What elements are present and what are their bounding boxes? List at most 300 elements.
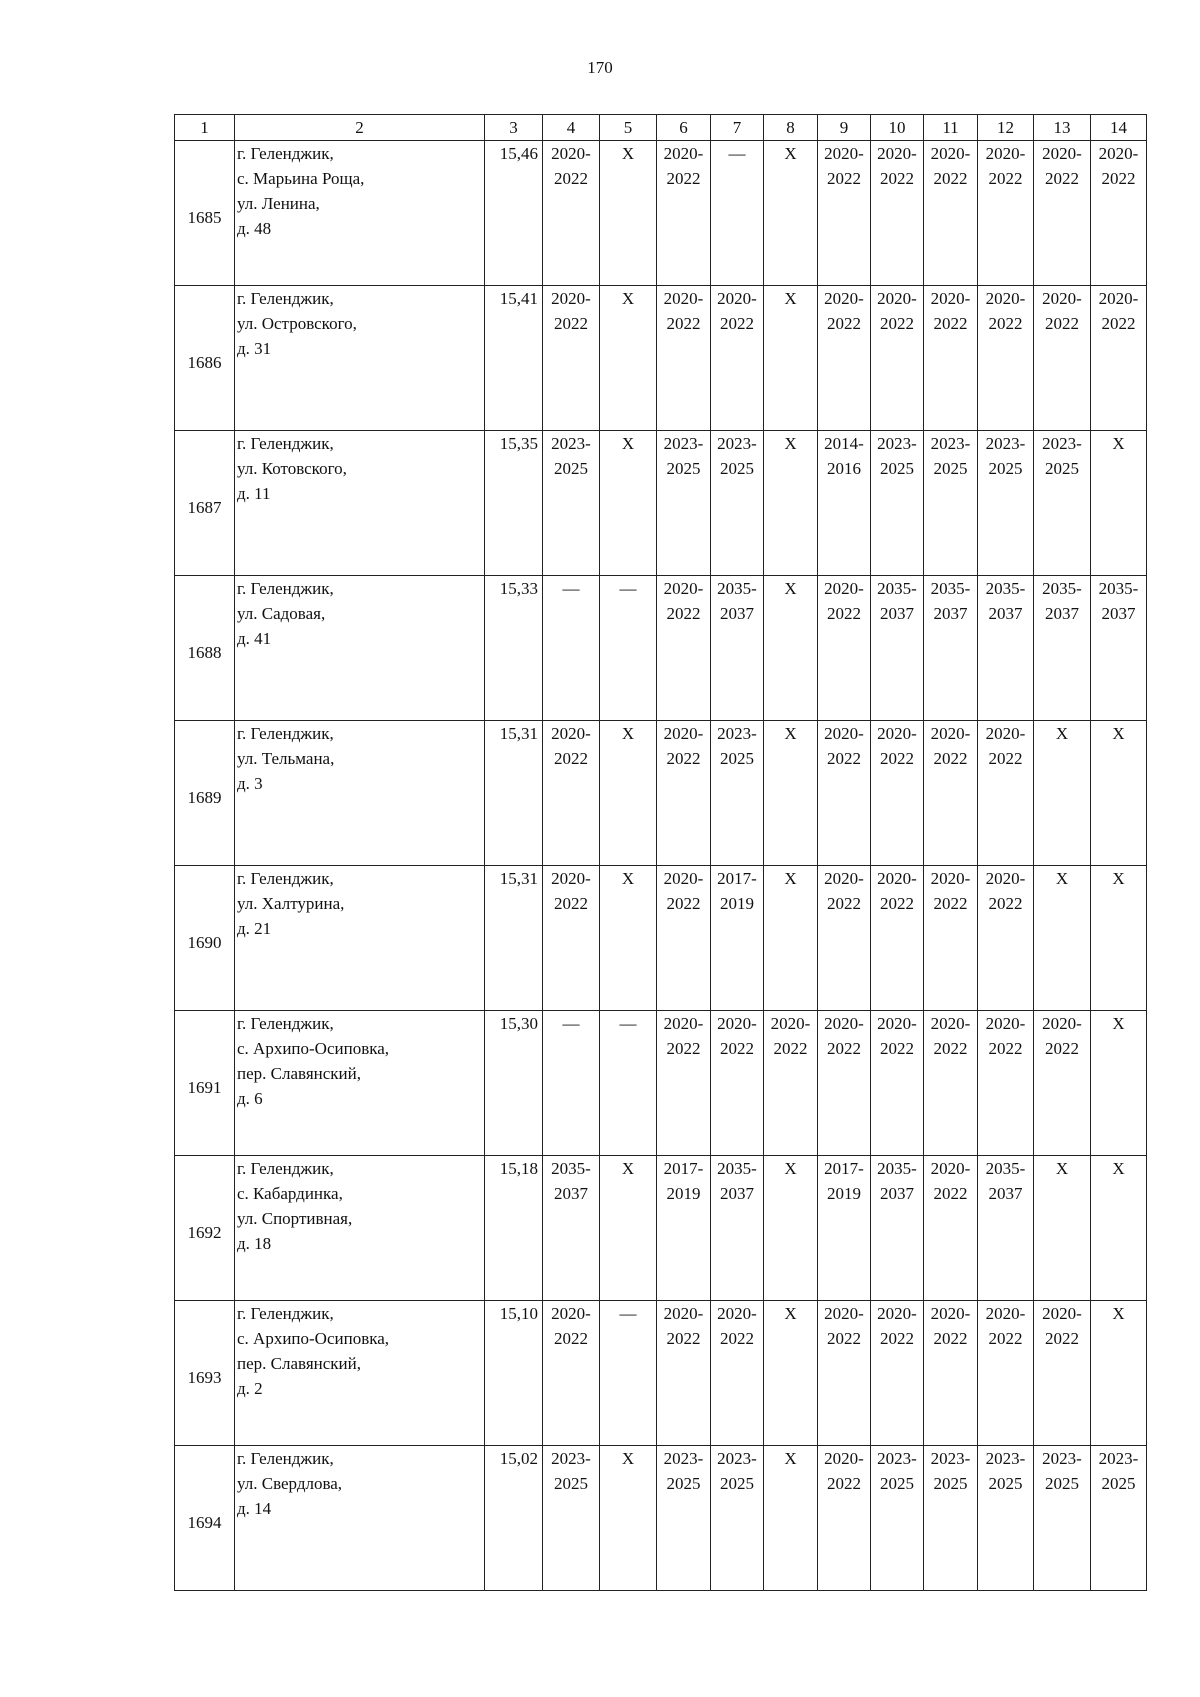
period-cell [818,576,871,721]
period-text: 2022 [933,1329,968,1348]
period-cell [711,1011,764,1156]
period-text: X [1112,869,1125,888]
period-cell [543,141,600,286]
period-text: X [1055,724,1069,743]
period-cell [711,721,764,866]
period-text: 2025 [880,459,914,478]
period-text: 2023- [717,434,757,453]
period-text: 2020- [663,1304,704,1323]
period-text: 2020- [551,1304,591,1323]
column-header: 8 [764,115,818,141]
period-text: 2025 [666,459,701,478]
period-cell [871,721,924,866]
period-text: 2023- [930,434,971,453]
period-cell [764,576,818,721]
table-row [175,431,1147,576]
table-row [175,1446,1147,1591]
period-text: X [784,1159,797,1178]
address-line: г. Геленджик, [237,144,334,163]
period-cell [657,721,711,866]
column-header: 14 [1091,115,1147,141]
period-text: X [1055,869,1069,888]
value-cell: 15,02 [485,1446,543,1591]
period-cell [924,1446,978,1591]
table-row [175,286,1147,431]
period-cell [871,286,924,431]
period-text: 2025 [666,1474,701,1493]
period-text: X [1112,1304,1125,1323]
period-text: 2020- [985,1304,1026,1323]
period-text: 2022 [1045,1039,1079,1058]
period-cell [543,1011,600,1156]
period-text: X [1112,434,1125,453]
period-text: 2020- [824,869,864,888]
row-number: 1685 [175,141,235,286]
address-cell [235,286,485,431]
period-text: 2025 [554,459,588,478]
period-text: 2037 [720,1184,754,1203]
row-number: 1692 [175,1156,235,1301]
period-text: 2023- [717,724,757,743]
address-line: г. Геленджик, [237,1159,334,1178]
period-text: 2022 [880,1039,914,1058]
period-text: 2037 [554,1184,588,1203]
period-text: — [619,1304,637,1323]
period-cell [764,1446,818,1591]
period-cell [924,141,978,286]
period-text: 2022 [666,1039,701,1058]
period-text: 2022 [1045,169,1079,188]
period-cell [871,1446,924,1591]
period-text: 2022 [666,749,701,768]
period-cell [1034,1011,1091,1156]
period-cell [657,1156,711,1301]
column-header: 2 [235,115,485,141]
table-row [175,1301,1147,1446]
registry-table [174,114,1147,1591]
value-cell: 15,33 [485,576,543,721]
period-cell [657,866,711,1011]
period-text: 2020- [1042,1014,1082,1033]
column-header: 3 [485,115,543,141]
period-text: 2022 [554,169,588,188]
period-cell [978,1446,1034,1591]
address-cell [235,1011,485,1156]
period-cell [924,431,978,576]
period-cell [600,1301,657,1446]
period-text: 2020- [1098,289,1139,308]
column-header: 7 [711,115,764,141]
period-text: 2020- [985,289,1026,308]
period-text: 2022 [827,894,861,913]
period-text: 2022 [933,314,968,333]
period-text: 2022 [666,604,701,623]
period-text: 2023- [1098,1449,1139,1468]
period-text: 2022 [988,169,1023,188]
period-text: 2037 [1045,604,1079,623]
period-text: 2025 [1045,459,1079,478]
period-text: 2025 [1101,1474,1136,1493]
period-text: — [619,579,637,598]
column-header: 4 [543,115,600,141]
period-text: 2020- [663,144,704,163]
table-row [175,721,1147,866]
period-text: 2023- [930,1449,971,1468]
period-cell [978,141,1034,286]
table-row [175,1156,1147,1301]
period-text: 2020- [824,144,864,163]
period-cell [764,1156,818,1301]
period-text: 2020- [985,1014,1026,1033]
period-cell [543,576,600,721]
period-cell [978,721,1034,866]
period-cell [600,576,657,721]
period-cell [600,866,657,1011]
period-cell [711,1156,764,1301]
address-line: ул. Халтурина, [237,894,345,913]
period-text: 2022 [827,749,861,768]
period-cell [871,576,924,721]
period-cell [600,1011,657,1156]
period-text: 2020- [717,1304,757,1323]
column-header: 6 [657,115,711,141]
period-text: 2020- [824,1449,864,1468]
period-text: 2020- [824,579,864,598]
period-text: 2023- [717,1449,757,1468]
period-cell [924,866,978,1011]
address-line: д. 21 [237,919,272,938]
period-cell [711,576,764,721]
period-text: 2035- [1098,579,1139,598]
period-text: 2020- [717,289,757,308]
address-line: г. Геленджик, [237,579,334,598]
period-text: 2022 [720,1329,754,1348]
period-text: 2023- [1042,434,1082,453]
period-cell [543,431,600,576]
period-text: 2022 [988,314,1023,333]
table-row [175,1011,1147,1156]
period-cell [711,286,764,431]
period-text: 2020- [551,289,591,308]
period-cell [543,1446,600,1591]
period-text: 2025 [720,459,754,478]
period-cell [711,141,764,286]
address-line: д. 31 [237,339,272,358]
period-text: 2022 [773,1039,808,1058]
address-cell [235,576,485,721]
period-cell [871,1156,924,1301]
period-text: 2022 [554,1329,588,1348]
period-cell [1091,576,1147,721]
address-line: д. 3 [237,774,263,793]
table-row [175,866,1147,1011]
address-cell [235,866,485,1011]
period-cell [657,1301,711,1446]
column-header: 13 [1034,115,1091,141]
period-text: 2023- [985,434,1026,453]
period-text: 2020- [930,1014,971,1033]
period-text: — [728,144,746,163]
period-cell [818,141,871,286]
period-text: 2022 [827,604,861,623]
row-number: 1689 [175,721,235,866]
period-text: 2023- [877,1449,917,1468]
period-text: 2022 [1101,169,1136,188]
period-cell [711,866,764,1011]
period-cell [543,721,600,866]
period-text: 2020- [663,289,704,308]
period-cell [818,1301,871,1446]
period-cell [657,286,711,431]
period-text: 2022 [988,1039,1023,1058]
column-header-row [175,115,1147,141]
period-text: 2022 [666,1329,701,1348]
period-cell [871,431,924,576]
period-cell [543,286,600,431]
period-text: X [621,869,635,888]
row-number: 1688 [175,576,235,721]
period-text: 2025 [933,459,968,478]
period-text: 2035- [551,1159,591,1178]
period-text: X [784,869,797,888]
period-text: 2035- [985,579,1026,598]
period-text: 2023- [1042,1449,1082,1468]
period-text: X [621,289,635,308]
period-cell [1091,141,1147,286]
period-text: X [784,1449,797,1468]
period-cell [1034,431,1091,576]
period-text: 2022 [933,169,968,188]
period-text: 2035- [930,579,971,598]
period-text: 2017- [663,1159,704,1178]
period-text: 2020- [717,1014,757,1033]
address-line: г. Геленджик, [237,434,334,453]
period-text: 2037 [1101,604,1136,623]
period-cell [764,141,818,286]
column-header: 10 [871,115,924,141]
period-cell [764,721,818,866]
period-text: 2020- [663,1014,704,1033]
address-line: д. 14 [237,1499,272,1518]
period-cell [818,431,871,576]
period-text: 2020- [551,724,591,743]
period-cell [1034,1156,1091,1301]
period-cell [1034,1301,1091,1446]
address-cell [235,1446,485,1591]
value-cell: 15,31 [485,721,543,866]
period-text: 2022 [827,1039,861,1058]
period-text: X [1055,1159,1069,1178]
table-body [175,141,1147,1591]
address-line: д. 41 [237,629,272,648]
period-cell [543,1301,600,1446]
period-text: 2022 [1045,314,1079,333]
period-cell [978,1156,1034,1301]
period-cell [657,1011,711,1156]
period-text: 2022 [933,1184,968,1203]
period-text: X [784,434,797,453]
period-cell [600,721,657,866]
period-text: X [621,1449,635,1468]
period-text: 2020- [824,724,864,743]
period-text: 2020- [930,869,971,888]
period-text: 2020- [930,1304,971,1323]
period-text: 2025 [554,1474,588,1493]
period-cell [1034,866,1091,1011]
period-text: 2022 [1101,314,1136,333]
period-cell [818,721,871,866]
period-cell [543,1156,600,1301]
period-text: 2037 [880,604,914,623]
period-text: — [562,1014,580,1033]
period-cell [871,866,924,1011]
address-line: ул. Ленина, [237,194,320,213]
period-cell [1091,721,1147,866]
period-text: 2020- [930,724,971,743]
period-text: 2020- [770,1014,811,1033]
page-number: 170 [587,58,613,77]
period-text: 2022 [988,1329,1023,1348]
period-cell [711,1446,764,1591]
address-cell [235,431,485,576]
period-text: 2020- [663,724,704,743]
address-line: д. 48 [237,219,272,238]
period-text: 2019 [827,1184,861,1203]
period-text: 2020- [824,1014,864,1033]
period-cell [657,431,711,576]
value-cell: 15,10 [485,1301,543,1446]
address-line: д. 18 [237,1234,272,1253]
address-line: с. Кабардинка, [237,1184,343,1203]
period-text: 2020- [1042,144,1082,163]
address-line: ул. Котовского, [237,459,347,478]
period-text: 2016 [827,459,861,478]
address-line: д. 11 [237,484,271,503]
period-cell [1034,1446,1091,1591]
column-header: 5 [600,115,657,141]
period-text: 2022 [933,749,968,768]
period-text: X [784,1304,797,1323]
period-cell [1091,431,1147,576]
period-text: 2020- [1042,1304,1082,1323]
address-cell [235,1156,485,1301]
period-text: 2020- [877,1014,917,1033]
period-text: 2023- [551,1449,591,1468]
row-number: 1686 [175,286,235,431]
address-line: с. Архипо-Осиповка, [237,1329,390,1348]
period-text: 2022 [880,169,914,188]
period-cell [871,1011,924,1156]
period-text: 2035- [877,579,917,598]
period-text: 2019 [666,1184,701,1203]
period-cell [1091,1011,1147,1156]
address-line: г. Геленджик, [237,289,334,308]
address-line: ул. Островского, [237,314,357,333]
period-text: — [562,579,580,598]
period-cell [657,1446,711,1591]
period-text: X [621,1159,635,1178]
address-line: ул. Спортивная, [237,1209,353,1228]
value-cell: 15,31 [485,866,543,1011]
period-text: X [784,579,797,598]
address-line: г. Геленджик, [237,724,334,743]
period-text: 2020- [877,289,917,308]
address-cell [235,1301,485,1446]
period-text: 2035- [877,1159,917,1178]
period-text: X [784,289,797,308]
period-cell [764,286,818,431]
period-cell [711,1301,764,1446]
value-cell: 15,41 [485,286,543,431]
period-text: 2022 [666,314,701,333]
period-cell [600,431,657,576]
address-line: г. Геленджик, [237,1304,334,1323]
period-text: 2025 [720,1474,754,1493]
address-line: ул. Садовая, [237,604,326,623]
period-text: 2020- [877,144,917,163]
column-header: 11 [924,115,978,141]
row-number: 1687 [175,431,235,576]
period-cell [1091,1156,1147,1301]
period-text: 2023- [985,1449,1026,1468]
period-text: — [619,1014,637,1033]
address-line: ул. Свердлова, [237,1474,343,1493]
period-text: 2037 [988,604,1023,623]
period-cell [1091,286,1147,431]
period-text: 2025 [720,749,754,768]
period-text: 2017- [824,1159,864,1178]
period-cell [600,1156,657,1301]
period-text: X [1112,1014,1125,1033]
period-cell [978,286,1034,431]
period-text: X [1112,724,1125,743]
period-text: 2020- [663,579,704,598]
period-text: 2020- [985,144,1026,163]
period-text: 2025 [988,1474,1023,1493]
period-text: 2035- [985,1159,1026,1178]
period-text: 2023- [663,1449,704,1468]
address-line: г. Геленджик, [237,1014,334,1033]
period-cell [978,431,1034,576]
period-text: 2037 [933,604,968,623]
value-cell: 15,30 [485,1011,543,1156]
period-text: 2035- [717,1159,757,1178]
period-cell [1034,141,1091,286]
period-text: 2020- [930,1159,971,1178]
period-cell [764,1301,818,1446]
address-line: с. Архипо-Осиповка, [237,1039,390,1058]
period-text: 2035- [1042,579,1082,598]
period-text: 2035- [717,579,757,598]
period-cell [1091,866,1147,1011]
address-line: с. Марьина Роща, [237,169,365,188]
period-cell [924,286,978,431]
address-line: ул. Тельмана, [237,749,335,768]
period-cell [978,1301,1034,1446]
period-text: 2014- [824,434,864,453]
period-cell [1091,1446,1147,1591]
period-cell [1034,576,1091,721]
table-row [175,141,1147,286]
address-line: д. 6 [237,1089,263,1108]
column-header: 1 [175,115,235,141]
period-text: 2037 [988,1184,1023,1203]
period-text: X [1112,1159,1125,1178]
period-text: 2022 [880,749,914,768]
period-cell [1034,286,1091,431]
period-text: 2037 [880,1184,914,1203]
period-cell [600,1446,657,1591]
